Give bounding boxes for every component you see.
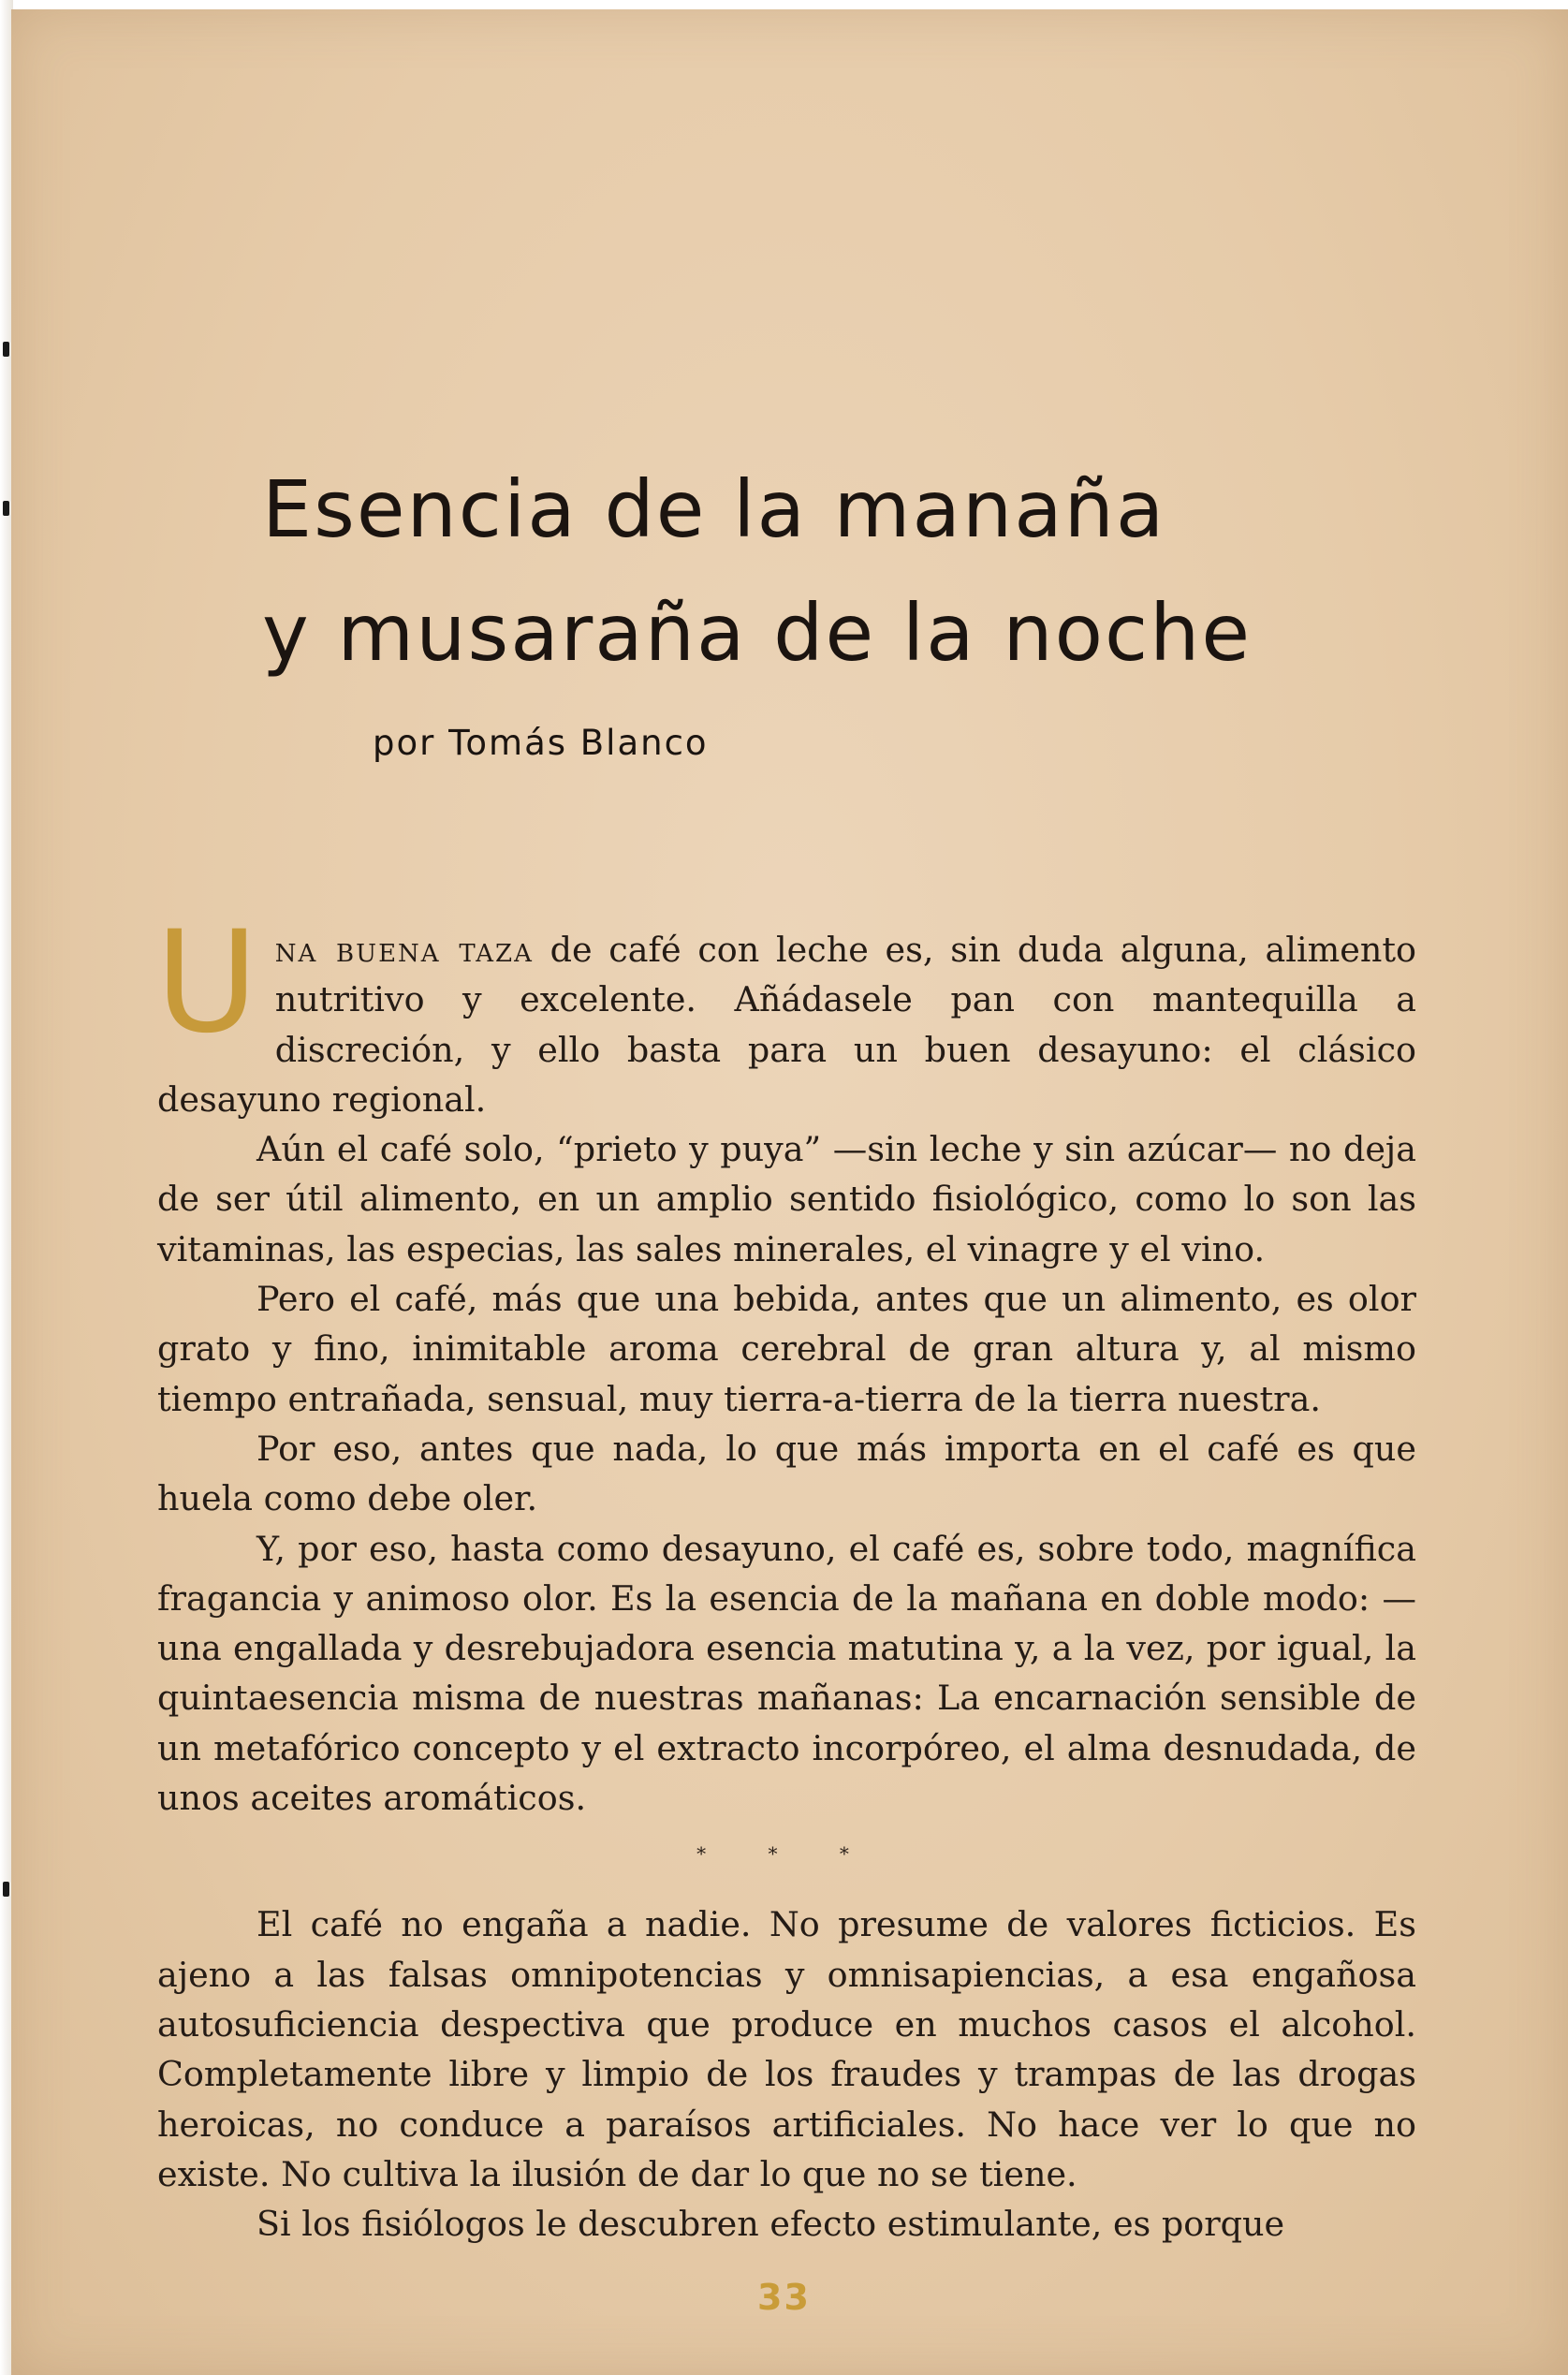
- page-number: 33: [757, 2277, 811, 2318]
- paragraph: Aún el café solo, “prieto y puya” —sin leche y sin azúcar— no deja de ser útil alimento, en un amplio sentido fisiológico, como lo son las vitaminas, las especias, las sales minerales, el vinagre y el vino.: [157, 1129, 1416, 1269]
- scan-mark: [3, 501, 9, 516]
- paragraph: Y, por eso, hasta como desayuno, el café es, sobre todo, magnífica fragancia y animoso olor. Es la esencia de la mañana en doble modo: —una engallada y desrebujadora esencia matutina y, a la vez, por igual, la quintaesencia misma de nuestras mañanas: La encarnación sensible de un metafórico concepto y el extracto incorpóreo, el alma desnudada, de unos aceites aromáticos.: [157, 1528, 1416, 1819]
- section-separator: * * *: [696, 1842, 877, 1866]
- title-line-2: y musaraña de la noche: [262, 587, 1253, 679]
- paragraph: Pero el café, más que una bebida, antes que un alimento, es olor grato y fino, inimitable aroma cerebral de gran altura y, al mismo tiempo entrañada, sensual, muy tierra-a-tierra de la tierra nuestra.: [157, 1279, 1416, 1419]
- paragraph: El café no engaña a nadie. No presume de valores ficticios. Es ajeno a las falsas omnipotencias y omnisapiencias, a esa engañosa autosuficiencia despectiva que produce en muchos casos el alcohol. Completamente libre y limpio de los fraudes y trampas de las drogas heroicas, no conduce a paraísos artificiales. No hace ver lo que no existe. No cultiva la ilusión de dar lo que no se tiene.: [157, 1904, 1416, 2194]
- article-body: [155, 902, 1416, 2249]
- paragraph: Por eso, antes que nada, lo que más importa en el café es que huela como debe oler.: [157, 1428, 1416, 1519]
- article-title: [262, 447, 1479, 695]
- title-line-1: Esencia de la manaña: [262, 463, 1166, 555]
- byline: por Tomás Blanco: [373, 723, 709, 763]
- scan-mark: [3, 342, 9, 357]
- paragraph: Si los fisiólogos le descubren efecto estimulante, es porque: [256, 2204, 1285, 2245]
- opening-smallcaps: na buena taza: [274, 930, 534, 970]
- paragraph-text: de café con leche es, sin duda alguna, alimento nutritivo y excelente. Añádasele pan con mantequilla a discreción, y ello basta para un buen desayuno: el clásico desayuno regional.: [157, 930, 1416, 1120]
- scan-mark: [3, 1882, 9, 1897]
- drop-cap: U: [155, 902, 258, 1064]
- paragraph: [155, 902, 1416, 1124]
